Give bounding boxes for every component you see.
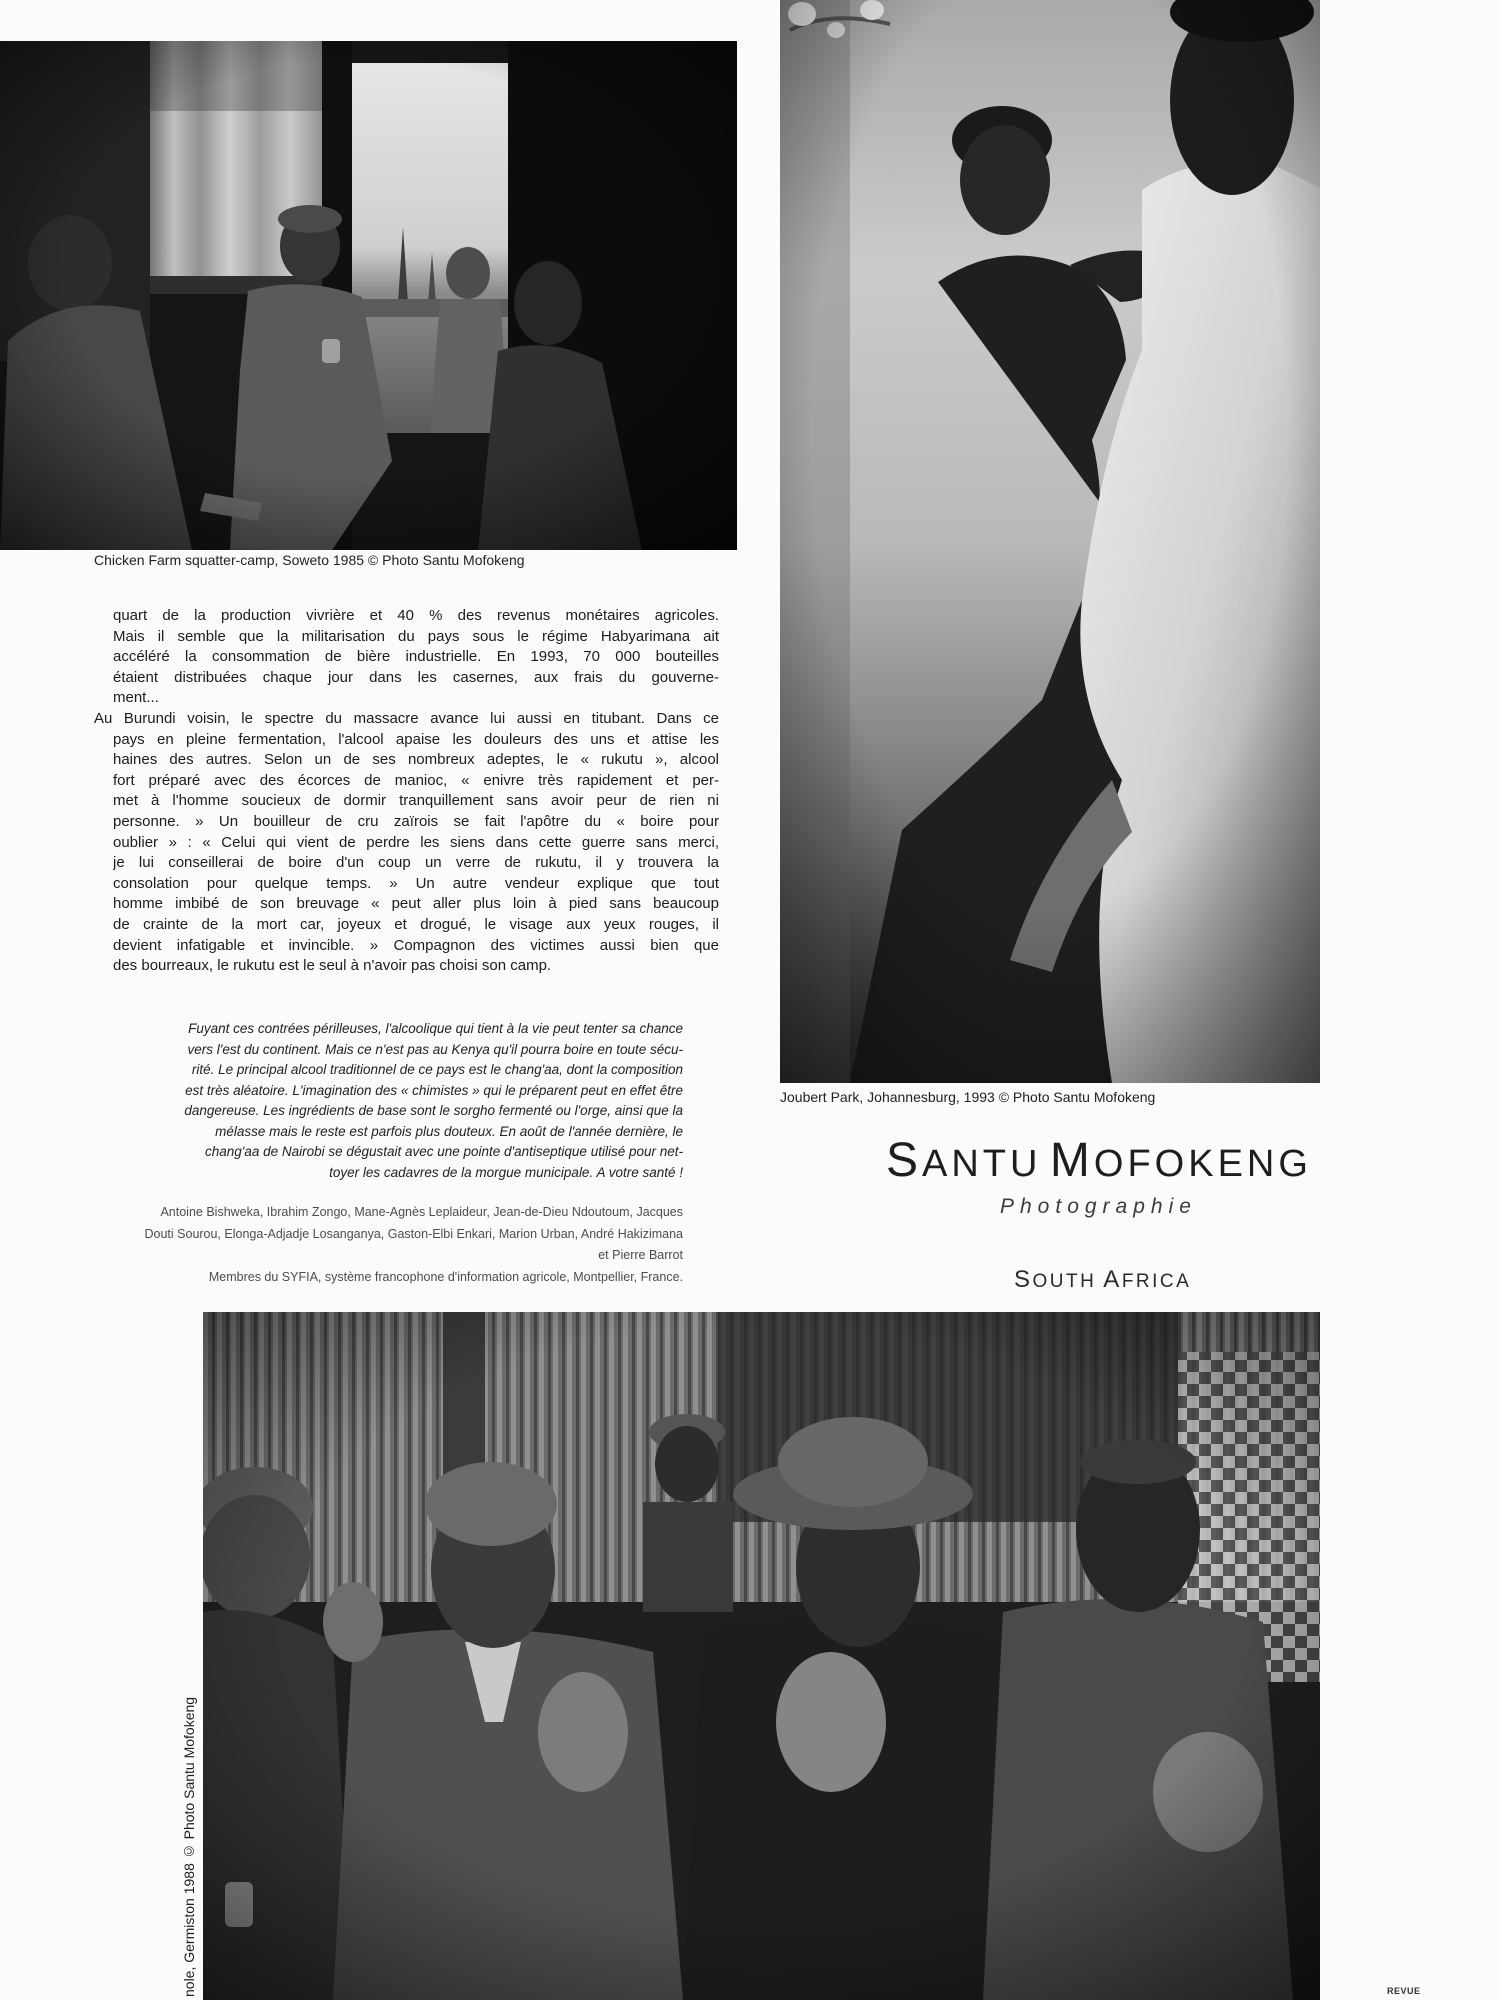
body-line: homme imbibé de son breuvage « peut aller plus loin à pied sans beaucoup — [113, 895, 719, 913]
body-line: consolation pour quelque temps. » Un autre vendeur explique que tout — [113, 874, 719, 892]
body-line: haines des autres. Selon un de ses nombreux adeptes, le « rukutu », alcool — [113, 751, 719, 769]
body-line: oublier » : « Celui qui vient de perdre les siens dans cette guerre sans merci, — [113, 833, 719, 851]
body-line: Au Burundi voisin, le spectre du massacre avance lui aussi en titubant. Dans ce — [94, 709, 719, 727]
word-rest: OFOKENG — [1093, 1143, 1312, 1185]
body-line: devient infatigable et invincible. » Compagnon des victimes aussi bien que — [113, 936, 719, 954]
photo-caption-joubert-park: Joubert Park, Johannesburg, 1993 © Photo Santu Mofokeng — [780, 1089, 1156, 1105]
body-line: ment... — [113, 689, 159, 707]
aside-line: dangereuse. Les ingrédients de base sont le sorgho fermenté ou l'orge, ainsi que la — [184, 1103, 683, 1118]
chicken-farm-image — [0, 41, 737, 550]
body-line: personne. » Un bouilleur de cru zaïrois se fait l'apôtre du « boire pour — [113, 812, 719, 830]
aside-line: toyer les cadavres de la morgue municipale. A votre santé ! — [329, 1164, 683, 1180]
credit-line: et Pierre Barrot — [598, 1248, 683, 1262]
germiston-image — [203, 1312, 1320, 2000]
vignette — [203, 1312, 1320, 2000]
body-line: fort préparé avec des écorces de manioc, « enivre très rapidement et per- — [113, 771, 719, 789]
photographer-name — [886, 1134, 1312, 1187]
vignette — [780, 0, 1320, 1083]
credit-line: Antoine Bishweka, Ibrahim Zongo, Mane-Agnès Leplaideur, Jean-de-Dieu Ndoutoum, Jacques — [160, 1205, 683, 1219]
article-body — [94, 606, 719, 977]
word-rest: FRICA — [1121, 1271, 1192, 1292]
discipline-label: Photographie — [1000, 1195, 1197, 1218]
region-label — [1014, 1268, 1191, 1295]
body-line: accéléré la consommation de bière industrielle. En 1993, 70 000 bouteilles — [113, 648, 719, 666]
photo-caption-chicken-farm: Chicken Farm squatter-camp, Soweto 1985 © Photo Santu Mofokeng — [94, 552, 525, 568]
initial-letter: M — [1049, 1134, 1094, 1187]
body-line: de crainte de la mort car, joyeux et drogué, le visage aux yeux rouges, il — [113, 915, 719, 933]
credit-line: Douti Sourou, Elonga-Adjadje Losanganya, Gaston-Elbi Enkari, Marion Urban, André Hakizimana — [144, 1226, 683, 1241]
body-line: Mais il semble que la militarisation du pays sous le régime Habyarimana ait — [113, 627, 719, 645]
initial-letter: A — [1103, 1266, 1122, 1293]
aside-line: est très aléatoire. L'imagination des « chimistes » qui le préparent peut en effet être — [185, 1082, 683, 1098]
italic-aside — [95, 1019, 683, 1183]
photo-caption-germiston: nole, Germiston 1988 © Photo Santu Mofokeng — [181, 1697, 197, 1997]
aside-line: chang'aa de Nairobi se dégustait avec une pointe d'antiseptique utilisé pour net- — [205, 1144, 683, 1159]
joubert-park-image — [780, 0, 1320, 1083]
aside-line: Fuyant ces contrées périlleuses, l'alcoolique qui tient à la vie peut tenter sa chance — [188, 1021, 683, 1036]
body-line: pays en pleine fermentation, l'alcool apaise les douleurs des uns et attise les — [113, 730, 719, 748]
aside-line: vers l'est du continent. Mais ce n'est pas au Kenya qu'il pourra boire en toute sécu- — [187, 1041, 683, 1057]
body-line: met à l'homme soucieux de dormir tranquillement sans avoir peur de rien ni — [113, 792, 719, 810]
aside-line: rité. Le principal alcool traditionnel de ce pays est le chang'aa, dont la composition — [191, 1062, 683, 1077]
photo-germiston — [203, 1312, 1320, 2000]
initial-letter: S — [886, 1134, 923, 1187]
body-line: étaient distribuées chaque jour dans les casernes, aux frais du gouverne- — [113, 668, 719, 686]
credit-line: Membres du SYFIA, système francophone d'information agricole, Montpellier, France. — [208, 1269, 683, 1284]
body-line: je lui conseillerai de boire d'un coup un verre de rukutu, il y trouvera la — [113, 854, 719, 872]
magazine-label: REVUE — [1387, 1986, 1421, 1996]
photo-chicken-farm — [0, 41, 737, 550]
word-rest: ANTU — [922, 1143, 1042, 1185]
initial-letter: S — [1014, 1266, 1033, 1293]
paragraph — [94, 709, 719, 977]
body-line: des bourreaux, le rukutu est le seul à n'avoir pas choisi son camp. — [113, 957, 552, 975]
body-line: quart de la production vivrière et 40 % des revenus monétaires agricoles. — [113, 607, 719, 624]
aside-line: mélasse mais le reste est parfois plus douteux. En août de l'année dernière, le — [215, 1123, 683, 1139]
photo-joubert-park — [780, 0, 1320, 1083]
word-rest: OUTH — [1032, 1271, 1097, 1292]
vignette — [0, 41, 737, 550]
paragraph — [94, 606, 719, 709]
author-credits — [95, 1202, 683, 1288]
